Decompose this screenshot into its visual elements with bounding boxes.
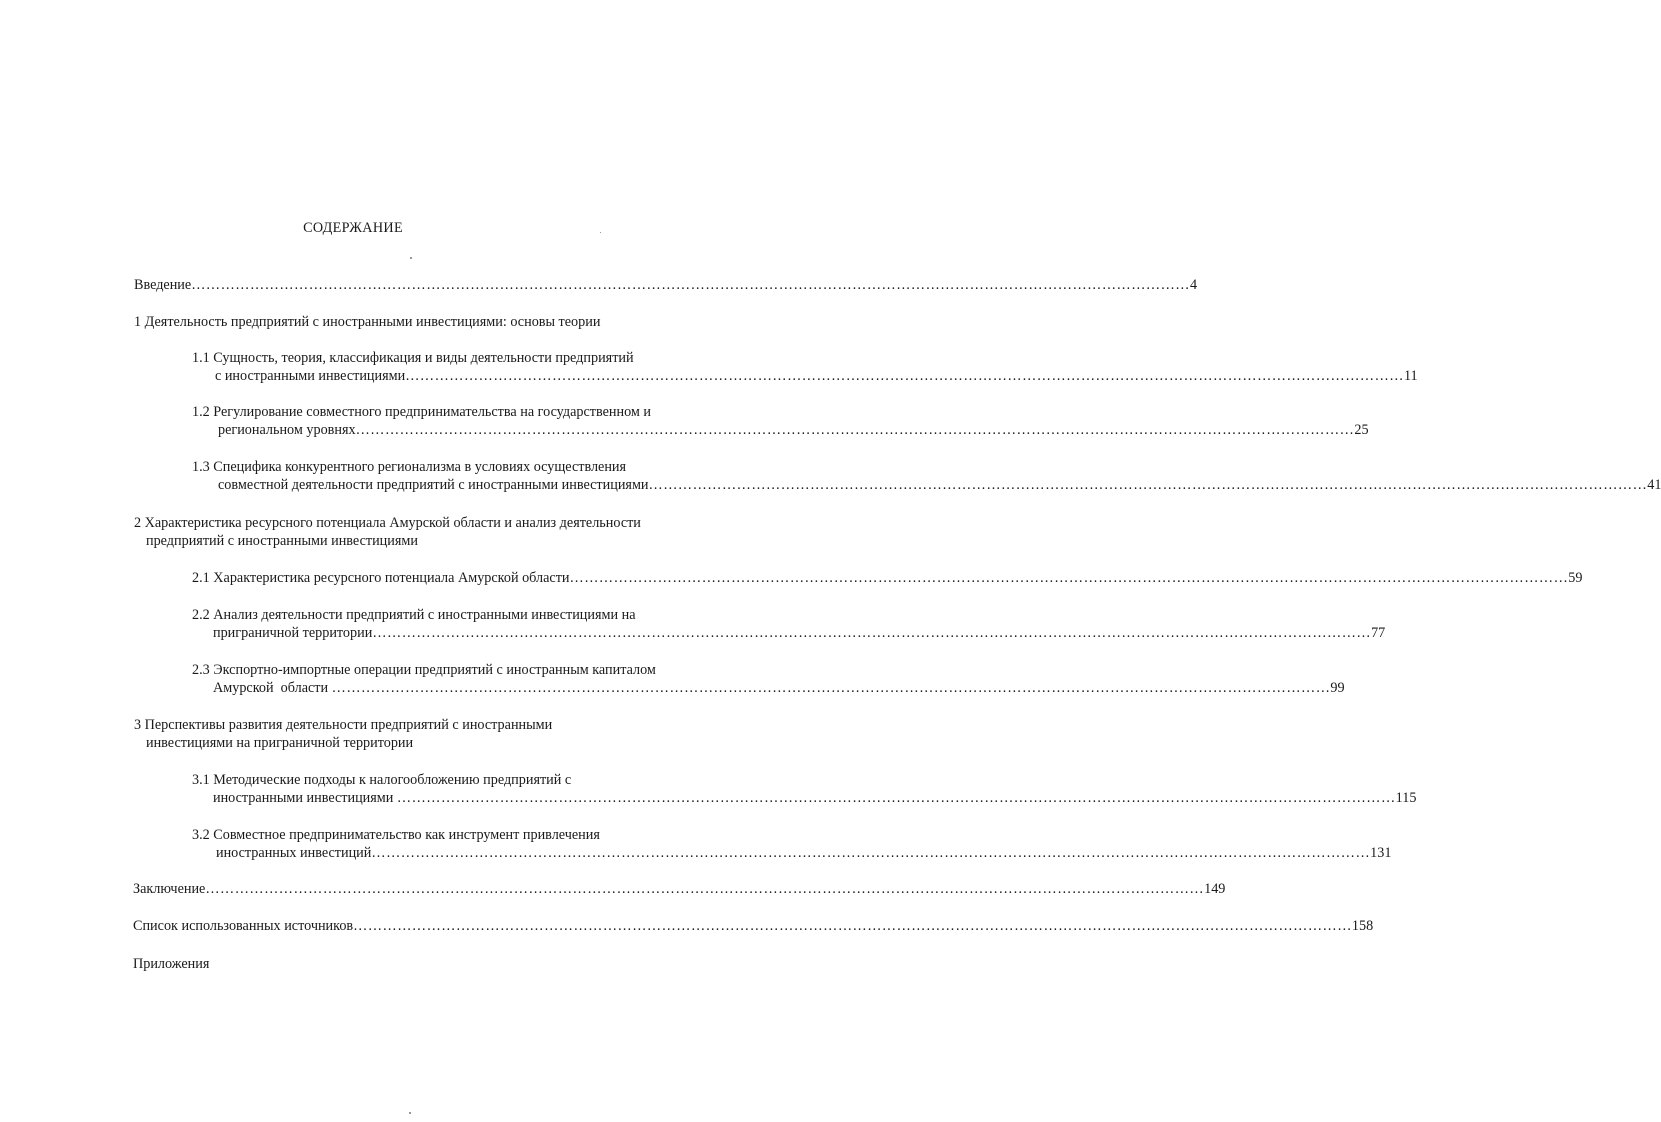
toc-entry-2-3 xyxy=(213,679,1345,697)
toc-entry-intro xyxy=(134,276,1198,294)
toc-page-number: 41 xyxy=(1647,477,1661,493)
toc-page-number: 11 xyxy=(1403,368,1418,384)
toc-entry-1-3 xyxy=(218,476,1661,494)
toc-page-number: 131 xyxy=(1370,845,1392,861)
toc-entry-label: с иностранными инвестициями xyxy=(215,368,406,384)
toc-page-number: 149 xyxy=(1204,881,1226,897)
toc-entry-label: иностранными инвестициями xyxy=(213,790,397,806)
toc-page-number: 77 xyxy=(1371,625,1386,641)
page-title: СОДЕРЖАНИЕ xyxy=(303,220,403,236)
toc-entry-label: Список использованных источников xyxy=(133,918,354,934)
toc-chapter-3-heading-line2: инвестициями на приграничной территории xyxy=(146,735,414,751)
dot-leader: …………………………………………………………………………………………………………………………………………………………………………………… xyxy=(372,625,1372,641)
toc-entry-label: Введение xyxy=(134,277,192,293)
toc-entry-3-1 xyxy=(213,789,1417,807)
toc-section-3-2-line1: 3.2 Совместное предпринимательство как инструмент привлечения xyxy=(192,827,600,843)
toc-section-1-2-line1: 1.2 Регулирование совместного предпринимательства на государственном и xyxy=(192,404,652,420)
toc-page-number: 99 xyxy=(1330,680,1345,696)
toc-section-2-3-line1: 2.3 Экспортно-импортные операции предприятий с иностранным капиталом xyxy=(192,662,656,678)
toc-entry-3-2 xyxy=(216,844,1392,862)
dot-leader: …………………………………………………………………………………………………………………………………………………………………………………… xyxy=(371,845,1371,861)
dot-leader: …………………………………………………………………………………………………………………………………………………………………………………… xyxy=(331,680,1331,696)
toc-entry-label: Амурской области xyxy=(213,680,332,696)
toc-entry-conclusion xyxy=(133,880,1226,898)
scan-speck xyxy=(410,257,412,259)
toc-entry-label: совместной деятельности предприятий с иностранными инвестициями xyxy=(218,477,649,493)
toc-page-number: 115 xyxy=(1395,790,1417,806)
dot-leader: …………………………………………………………………………………………………………………………………………………………………………………… xyxy=(648,477,1648,493)
toc-entry-1-2 xyxy=(218,421,1369,439)
toc-entry-label: приграничной территории xyxy=(213,625,373,641)
scan-speck xyxy=(600,232,601,233)
dot-leader: …………………………………………………………………………………………………………………………………………………………………………………… xyxy=(191,277,1190,293)
toc-chapter-2-heading-line2: предприятий с иностранными инвестициями xyxy=(146,533,418,549)
dot-leader: …………………………………………………………………………………………………………………………………………………………………………………… xyxy=(353,918,1352,934)
toc-entry-label: иностранных инвестиций xyxy=(216,845,372,861)
toc-entry-references xyxy=(133,917,1374,935)
dot-leader: …………………………………………………………………………………………………………………………………………………………………………………… xyxy=(396,790,1396,806)
dot-leader: …………………………………………………………………………………………………………………………………………………………………………………… xyxy=(205,881,1205,897)
toc-section-3-1-line1: 3.1 Методические подходы к налогообложению предприятий с xyxy=(192,772,572,788)
toc-chapter-1-heading: 1 Деятельность предприятий с иностранными инвестициями: основы теории xyxy=(134,314,601,330)
toc-chapter-2-heading-line1: 2 Характеристика ресурсного потенциала Амурской области и анализ деятельности xyxy=(134,515,641,531)
toc-page-number: 4 xyxy=(1189,277,1198,293)
dot-leader: …………………………………………………………………………………………………………………………………………………………………………………… xyxy=(405,368,1404,384)
dot-leader: …………………………………………………………………………………………………………………………………………………………………………………… xyxy=(569,570,1569,586)
scan-speck xyxy=(409,1112,411,1114)
toc-entry-appendices: Приложения xyxy=(133,956,210,972)
dot-leader: …………………………………………………………………………………………………………………………………………………………………………………… xyxy=(355,422,1355,438)
toc-entry-1-1 xyxy=(215,367,1418,385)
toc-entry-2-1 xyxy=(192,569,1583,587)
toc-section-1-1-line1: 1.1 Сущность, теория, классификация и виды деятельности предприятий xyxy=(192,350,634,366)
toc-entry-label: 2.1 Характеристика ресурсного потенциала Амурской области xyxy=(192,570,570,586)
toc-page-number: 59 xyxy=(1568,570,1583,586)
toc-section-2-2-line1: 2.2 Анализ деятельности предприятий с иностранными инвестициями на xyxy=(192,607,636,623)
toc-chapter-3-heading-line1: 3 Перспективы развития деятельности предприятий с иностранными xyxy=(134,717,553,733)
toc-page-number: 25 xyxy=(1354,422,1369,438)
toc-entry-label: Заключение xyxy=(133,881,206,897)
toc-section-1-3-line1: 1.3 Специфика конкурентного регионализма в условиях осуществления xyxy=(192,459,627,475)
toc-entry-2-2 xyxy=(213,624,1386,642)
toc-page-number: 158 xyxy=(1351,918,1374,934)
toc-entry-label: региональном уровнях xyxy=(218,422,356,438)
